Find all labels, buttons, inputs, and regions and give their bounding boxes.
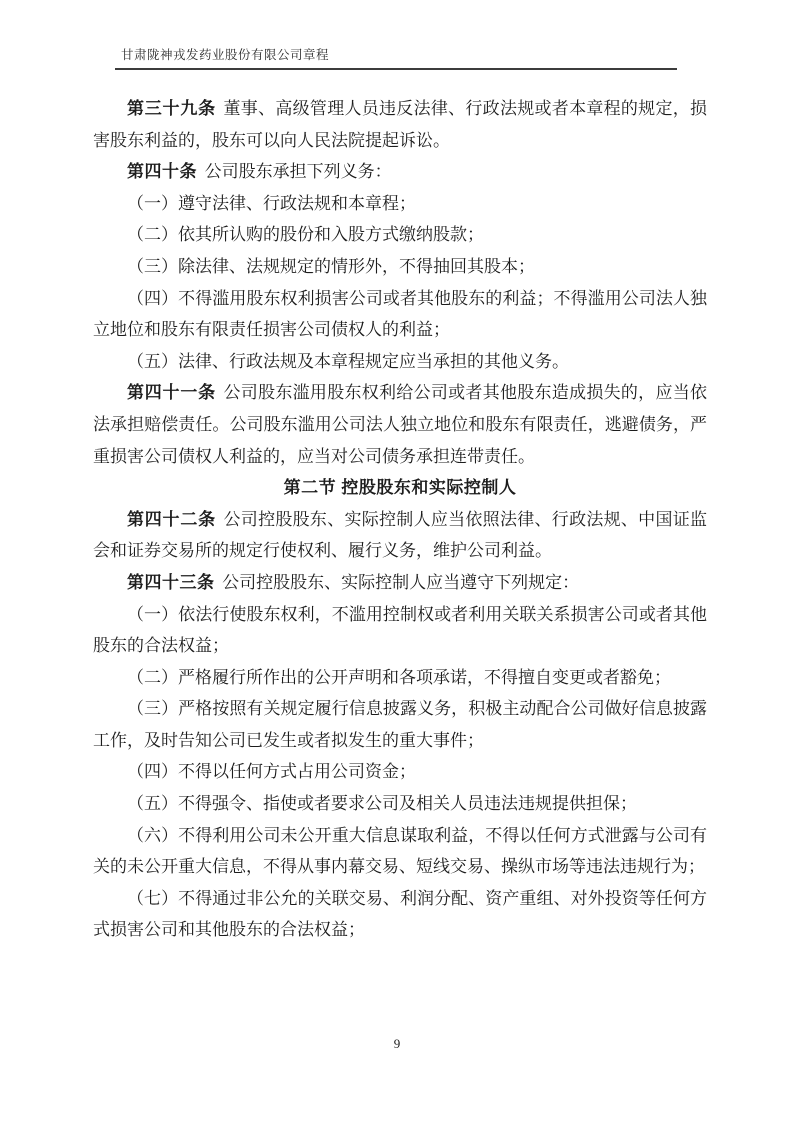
document-title: 甘肃陇神戎发药业股份有限公司章程 [121, 48, 330, 62]
list-item-paragraph: （二）依其所认购的股份和入股方式缴纳股款； [127, 225, 484, 245]
document-body [93, 93, 707, 946]
article-number: 第四十一条 [127, 383, 216, 403]
article-number: 第四十条 [127, 162, 197, 182]
article-paragraph [93, 504, 707, 567]
article-text: 公司股东承担下列义务： [204, 162, 392, 182]
list-item-paragraph: （二）严格履行所作出的公开声明和各项承诺，不得擅自变更或者豁免； [127, 667, 671, 687]
article-number: 第三十九条 [127, 99, 216, 118]
article-text: 公司股东滥用股东权利给公司或者其他股东造成损失的，应当依法承担赔偿责任。公司股东滥用公司法人独立地位和股东有限责任，逃避债务，严重损害公司债权人利益的，应当对公司债务承担连带责任。 [93, 383, 708, 466]
list-item-paragraph: （三）除法律、法规规定的情形外，不得抽回其股本； [127, 256, 535, 276]
list-item-paragraph: （七）不得通过非公允的关联交易、利润分配、资产重组、对外投资等任何方式损害公司和其他股东的合法权益； [93, 888, 707, 940]
list-item-paragraph: （三）严格按照有关规定履行信息披露义务，积极主动配合公司做好信息披露工作，及时告知公司已发生或者拟发生的重大事件； [93, 699, 707, 750]
article-text: 公司控股股东、实际控制人应当依照法律、行政法规、中国证监会和证券交易所的规定行使权利、履行义务，维护公司利益。 [93, 509, 708, 561]
article-text: 公司控股股东、实际控制人应当遵守下列规定： [222, 572, 580, 592]
article-paragraph [93, 93, 707, 156]
article-number: 第四十二条 [127, 509, 216, 529]
list-item-paragraph: （一）依法行使股东权利，不滥用控制权或者利用关联关系损害公司或者其他股东的合法权益； [93, 604, 707, 656]
page-number: 9 [393, 1036, 401, 1051]
page-footer [0, 1036, 794, 1052]
list-item-paragraph: （四）不得滥用股东权利损害公司或者其他股东的利益；不得滥用公司法人独立地位和股东有限责任损害公司债权人的利益； [93, 288, 707, 340]
article-paragraph [93, 567, 707, 599]
page-header [115, 46, 677, 70]
article-text: 董事、高级管理人员违反法律、行政法规或者本章程的规定，损害股东利益的，股东可以向人民法院提起诉讼。 [93, 99, 708, 150]
list-item-paragraph: （五）法律、行政法规及本章程规定应当承担的其他义务。 [127, 351, 569, 371]
list-item-paragraph: （五）不得强令、指使或者要求公司及相关人员违法违规提供担保； [127, 794, 637, 814]
list-item-paragraph: （一）遵守法律、行政法规和本章程； [127, 193, 416, 213]
list-item-paragraph: （六）不得利用公司未公开重大信息谋取利益，不得以任何方式泄露与公司有关的未公开重大信息，不得从事内幕交易、短线交易、操纵市场等违法违规行为； [93, 825, 707, 877]
section-heading: 第二节 控股股东和实际控制人 [283, 478, 517, 498]
article-number: 第四十三条 [127, 572, 215, 592]
article-paragraph [93, 156, 707, 188]
article-paragraph [93, 377, 707, 472]
list-item-paragraph: （四）不得以任何方式占用公司资金； [127, 762, 416, 782]
